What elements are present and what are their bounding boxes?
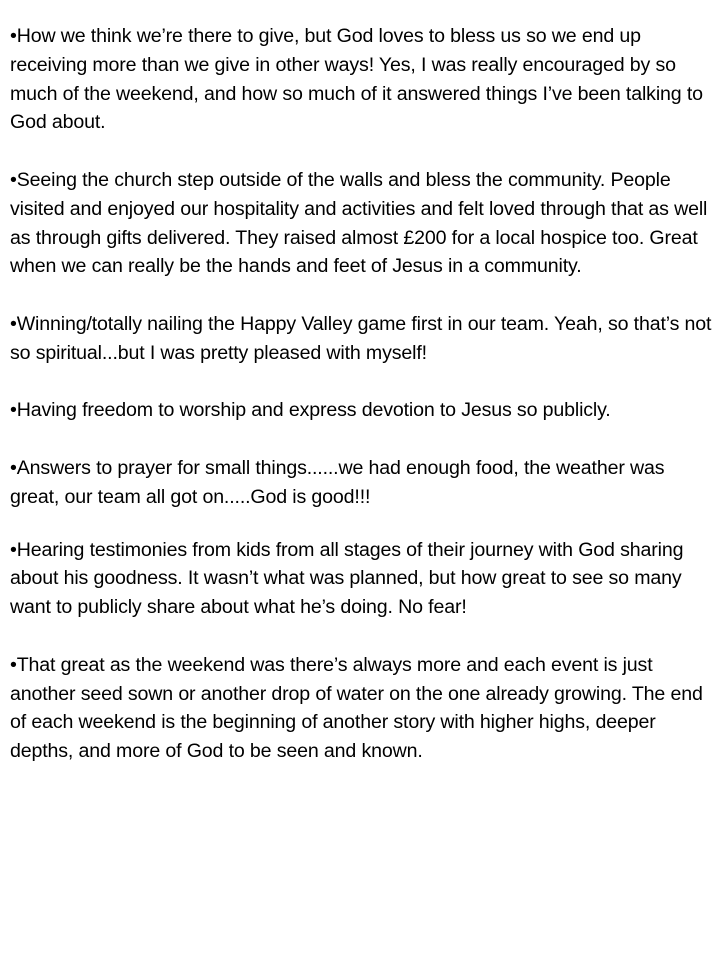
bullet-paragraph: •That great as the weekend was there’s always more and each event is just another seed sown or another drop of water on the one already growing. The end of each weekend is the beginning of another story with higher highs, deeper depths, and more of God to be seen and known. — [10, 653, 703, 763]
bullet-paragraph: •Having freedom to worship and express devotion to Jesus so publicly. — [10, 399, 611, 422]
bullet-paragraph: •How we think we’re there to give, but God loves to bless us so we end up receiving more than we give in other ways! Yes, I was really encouraged by so much of the weekend, and how so much of it answered things I’ve been talking to God about. — [10, 25, 703, 134]
bullet-paragraph: •Winning/totally nailing the Happy Valley game first in our team. Yeah, so that’s not so spiritual...but I was pretty pleased with myself! — [10, 312, 712, 364]
bullet-paragraph: •Hearing testimonies from kids from all stages of their journey with God sharing about his goodness. It wasn’t what was planned, but how great to see so many want to publicly share about what he’s doing. No fear! — [10, 538, 684, 619]
bullet-paragraph: •Answers to prayer for small things......we had enough food, the weather was great, our team all got on.....God is good!!! — [10, 456, 665, 508]
bullet-paragraph: •Seeing the church step outside of the walls and bless the community. People visited and enjoyed our hospitality and activities and felt loved through that as well as through gifts delivered. They raised almost £200 for a local hospice too. Great when we can really be the hands and feet of Jesus in a community. — [10, 168, 708, 278]
document-body — [10, 22, 714, 766]
